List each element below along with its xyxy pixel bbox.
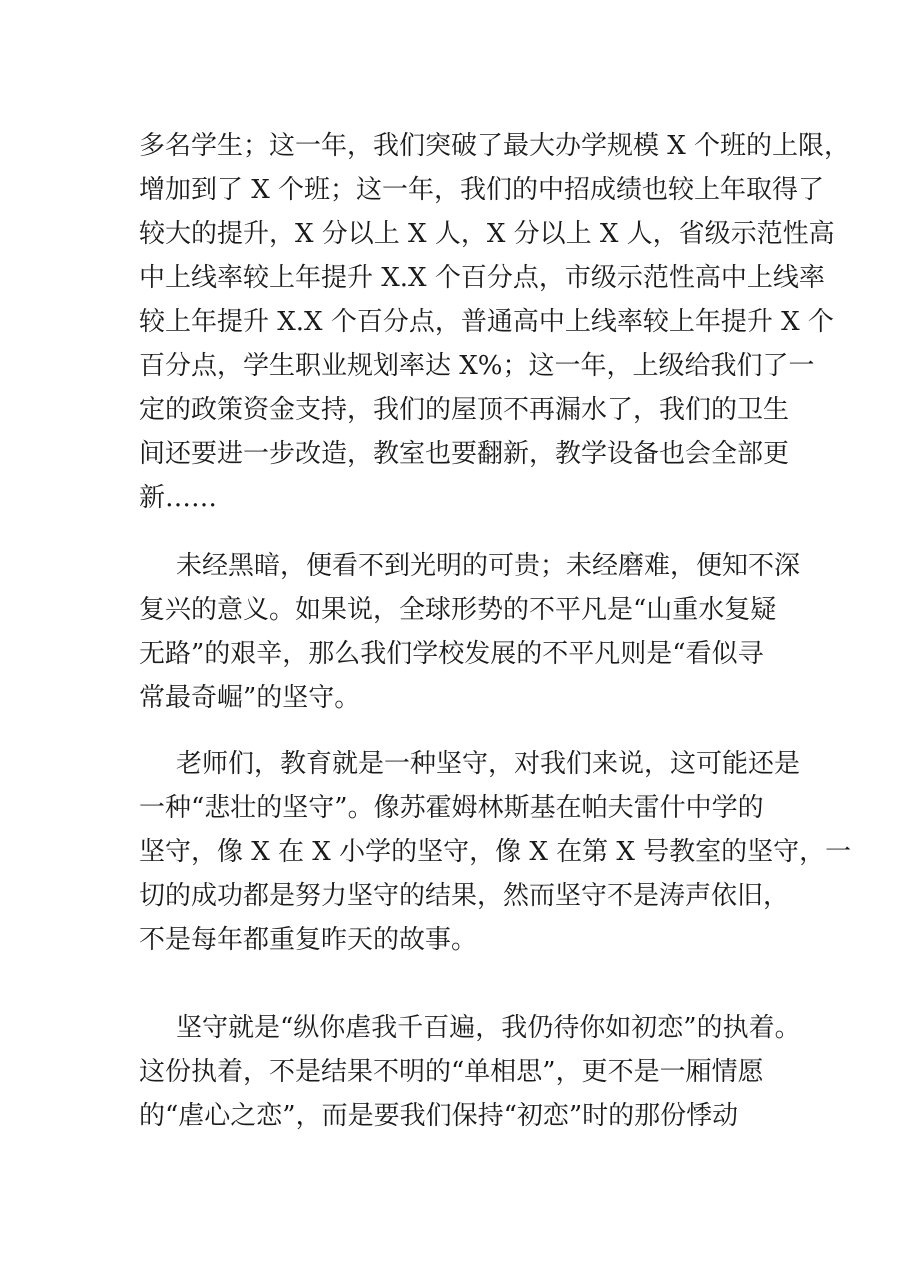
paragraph-line: 这份执着，不是结果不明的“单相思”，更不是一厢情愿 bbox=[139, 1057, 764, 1087]
paragraph-line: 新…… bbox=[139, 483, 218, 513]
paragraph-line: 中上线率较上年提升 X.X 个百分点，市级示范性高中上线率 bbox=[139, 263, 825, 293]
paragraph-line: 间还要进一步改造，教室也要翻新，教学设备也会全部更 bbox=[139, 439, 790, 469]
paragraph-line: 一种“悲壮的坚守”。像苏霍姆林斯基在帕夫雷什中学的 bbox=[139, 793, 764, 823]
paragraph-line: 坚守就是“纵你虐我千百遍，我仍待你如初恋”的执着。 bbox=[176, 1013, 801, 1043]
paragraph-line: 切的成功都是努力坚守的结果，然而坚守不是涛声依旧， bbox=[139, 881, 790, 911]
paragraph-line: 常最奇崛”的坚守。 bbox=[139, 683, 361, 713]
paragraph-line: 老师们，教育就是一种坚守，对我们来说，这可能还是 bbox=[176, 749, 801, 779]
paragraph-line: 百分点，学生职业规划率达 X%；这一年，上级给我们了一 bbox=[139, 351, 815, 381]
paragraph-line: 较大的提升，X 分以上 X 人，X 分以上 X 人，省级示范性高 bbox=[139, 219, 835, 249]
paragraph-line: 增加到了 X 个班；这一年，我们的中招成绩也较上年取得了 bbox=[139, 175, 825, 205]
paragraph-line: 坚守，像 X 在 X 小学的坚守，像 X 在第 X 号教室的坚守，一 bbox=[139, 837, 852, 867]
paragraph-line: 的“虐心之恋”，而是要我们保持“初恋”时的那份悸动 bbox=[139, 1101, 739, 1131]
paragraph-line: 不是每年都重复昨天的故事。 bbox=[139, 925, 478, 955]
paragraph-line: 定的政策资金支持，我们的屋顶不再漏水了，我们的卫生 bbox=[139, 395, 790, 425]
paragraph-line: 未经黑暗，便看不到光明的可贵；未经磨难，便知不深 bbox=[176, 551, 801, 581]
paragraph-line: 较上年提升 X.X 个百分点，普通高中上线率较上年提升 X 个 bbox=[139, 307, 834, 337]
paragraph-line: 复兴的意义。如果说，全球形势的不平凡是“山重水复疑 bbox=[139, 595, 777, 625]
paragraph-line: 无路”的艰辛，那么我们学校发展的不平凡则是“看似寻 bbox=[139, 639, 764, 669]
paragraph-line: 多名学生；这一年，我们突破了最大办学规模 X 个班的上限， bbox=[139, 131, 851, 161]
